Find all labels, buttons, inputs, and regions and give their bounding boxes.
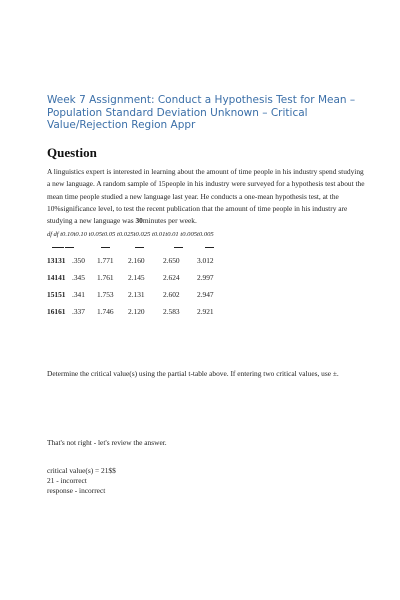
- table-cell-df: 14141: [47, 273, 66, 282]
- table-cell: 2.650: [163, 256, 180, 265]
- question-prompt: Determine the critical value(s) using the partial t-table above. If entering two critical values, use ±.: [47, 369, 339, 378]
- table-cell: 2.160: [128, 256, 145, 265]
- question-heading: Question: [47, 145, 97, 160]
- table-cell-df-suffix: .337: [72, 307, 85, 316]
- table-cell: 2.947: [197, 290, 214, 299]
- question-text-bold-value: 30: [135, 216, 143, 226]
- table-cell-df-suffix: .350: [72, 256, 85, 265]
- question-text-part1: A linguistics expert is interested in learning about the amount of time people in his industry spend studying a new language. A random sample of 15people in his industry were surveyed for a hypothesis test about the mean time people studied a new language last year. He conducts a one-mean hypothesis test, at the 10%significance level, to test the recent publication that the amount of time people in his industry are studying a new language was: [47, 167, 365, 226]
- answer-line: critical value(s) = 21$$: [47, 466, 116, 475]
- table-cell: 1.746: [97, 307, 114, 316]
- table-header-rule: [52, 247, 64, 248]
- table-cell: 2.145: [128, 273, 145, 282]
- table-cell: 2.583: [163, 307, 180, 316]
- table-row: [47, 290, 367, 300]
- question-text: [47, 166, 365, 227]
- table-cell: 2.624: [163, 273, 180, 282]
- table-cell: 1.771: [97, 256, 114, 265]
- table-header-rule: [65, 247, 74, 248]
- table-cell-df-suffix: .341: [72, 290, 85, 299]
- table-header-rule: [135, 247, 144, 248]
- table-header-rule: [174, 247, 183, 248]
- question-text-part2: minutes per week.: [142, 216, 197, 226]
- table-cell: 2.997: [197, 273, 214, 282]
- table-cell: 2.120: [128, 307, 145, 316]
- answer-status: 21 - incorrect: [47, 476, 87, 485]
- response-status: response - incorrect: [47, 486, 106, 495]
- table-cell: 3.012: [197, 256, 214, 265]
- table-row: [47, 256, 367, 266]
- table-cell-df: 13131: [47, 256, 66, 265]
- table-cell: 2.921: [197, 307, 214, 316]
- table-cell-df-suffix: .345: [72, 273, 85, 282]
- table-row: [47, 307, 367, 317]
- page-title: Week 7 Assignment: Conduct a Hypothesis Test for Mean – Population Standard Deviation Unknown – Critical Value/Rejection Region Appr: [47, 94, 356, 131]
- table-row: [47, 273, 367, 283]
- table-cell: 2.131: [128, 290, 145, 299]
- table-cell-df: 16161: [47, 307, 66, 316]
- table-header-rule: [205, 247, 214, 248]
- table-cell: 1.753: [97, 290, 114, 299]
- table-cell: 2.602: [163, 290, 180, 299]
- table-header-rule: [101, 247, 110, 248]
- t-table-header: df df t0.10t0.10 t0.05t0.05 t0.025t0.025 t0.01t0.01 t0.005t0.005: [47, 231, 214, 238]
- feedback-message: That's not right - let's review the answer.: [47, 438, 167, 447]
- table-cell: 1.761: [97, 273, 114, 282]
- table-cell-df: 15151: [47, 290, 66, 299]
